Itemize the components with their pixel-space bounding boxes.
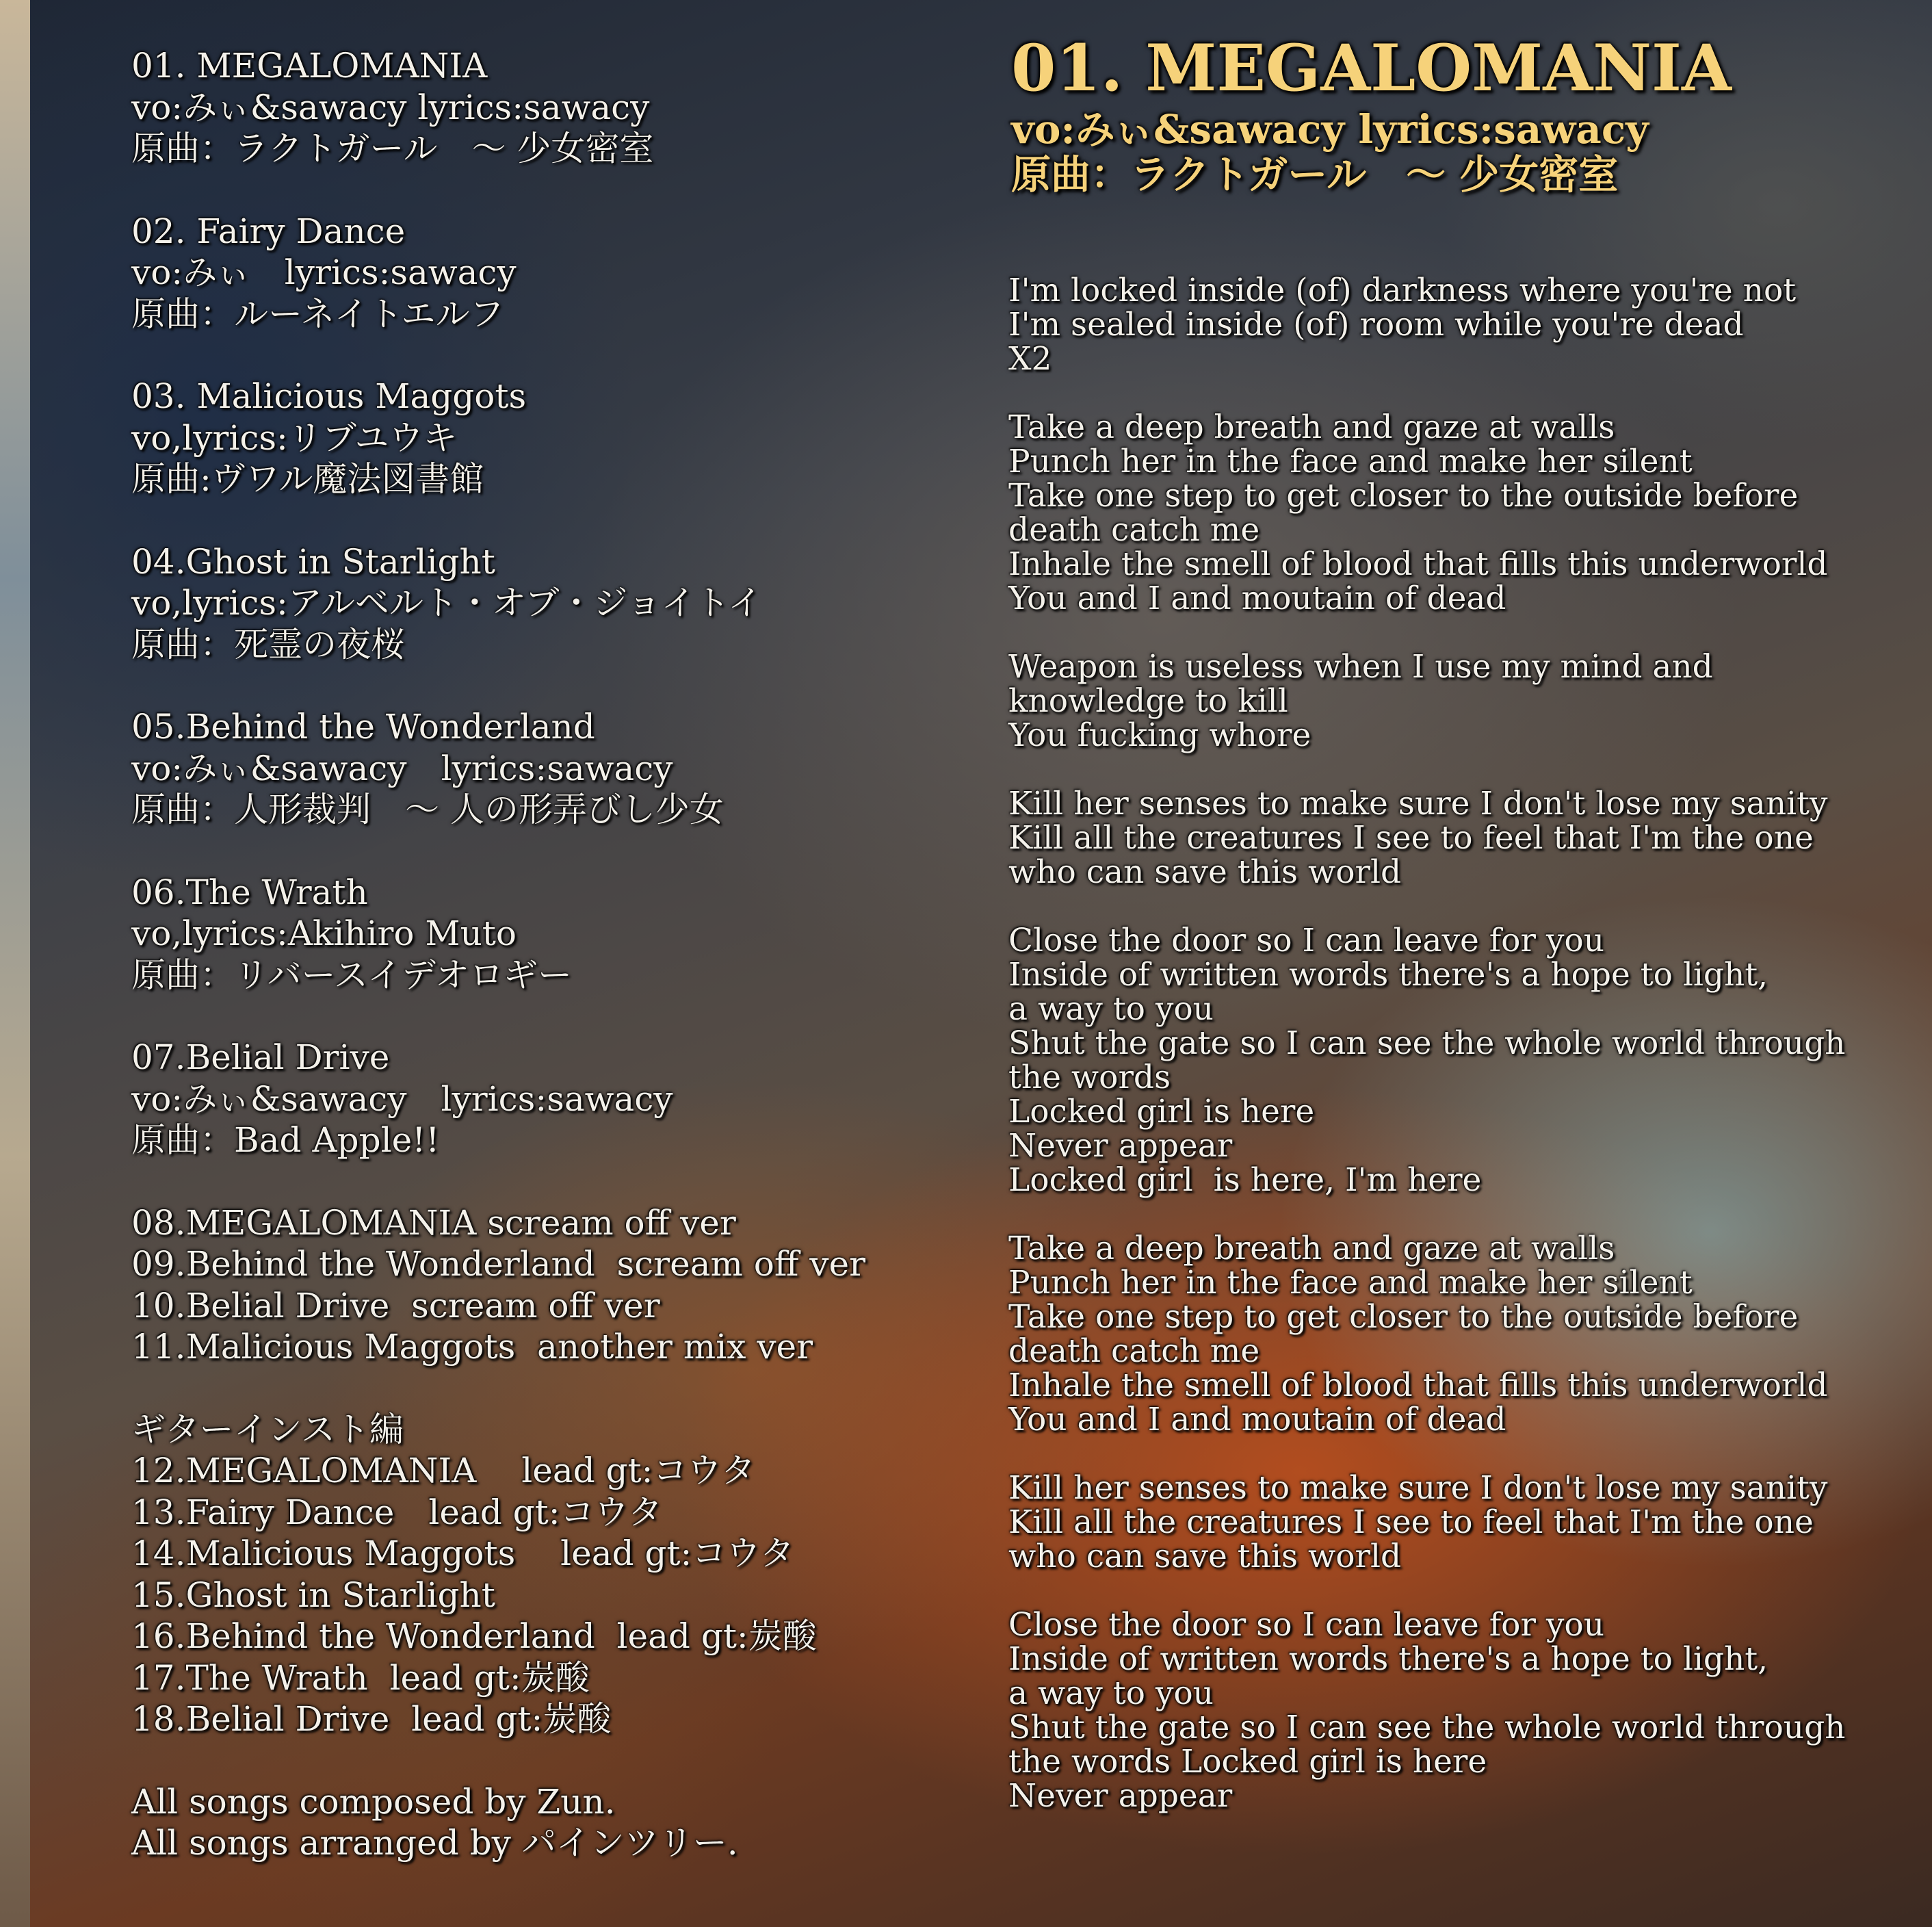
track-line: vo:みぃ lyrics:sawacy xyxy=(131,253,517,292)
track-line: 原曲：死霊の夜桜 xyxy=(131,624,405,664)
song-original: 原曲：ラクトガール ～ 少女密室 xyxy=(1011,151,1619,198)
track-line: vo:みぃ&sawacy lyrics:sawacy xyxy=(131,748,673,788)
track-line: 01. MEGALOMANIA xyxy=(131,46,488,86)
track-line: 09.Behind the Wonderland scream off ver xyxy=(131,1244,866,1284)
lyrics-header xyxy=(1011,30,1921,197)
track-line: All songs arranged by パインツリー. xyxy=(131,1823,738,1863)
track-line: 18.Belial Drive lead gt:炭酸 xyxy=(131,1699,612,1739)
lyrics-column xyxy=(1008,274,1918,1813)
lyric-line: Kill all the creatures I see to feel that I'm the one xyxy=(1008,819,1814,857)
track-line: 14.Malicious Maggots lead gt:コウタ xyxy=(131,1534,794,1573)
lyric-line: Close the door so I can leave for you xyxy=(1008,922,1604,959)
track-line: 04.Ghost in Starlight xyxy=(131,541,495,582)
track-line: 15.Ghost in Starlight xyxy=(131,1575,495,1615)
track-line: vo:みぃ&sawacy lyrics:sawacy xyxy=(131,87,650,127)
track-line: 08.MEGALOMANIA scream off ver xyxy=(131,1202,736,1243)
lyric-line: Take one step to get closer to the outside before xyxy=(1008,1298,1799,1336)
lyric-line: Inhale the smell of blood that fills this underworld xyxy=(1008,1367,1828,1404)
track-line: 16.Behind the Wonderland lead gt:炭酸 xyxy=(131,1616,817,1656)
lyric-line: Take a deep breath and gaze at walls xyxy=(1008,409,1615,446)
lyric-line: Kill all the creatures I see to feel that I'm the one xyxy=(1008,1503,1814,1541)
lyric-line: Weapon is useless when I use my mind and xyxy=(1008,648,1713,686)
block-gap xyxy=(131,665,973,706)
lyric-line: a way to you xyxy=(1008,1674,1214,1712)
lyric-line: Take one step to get closer to the outside before xyxy=(1008,477,1799,515)
lyric-line: You and I and moutain of dead xyxy=(1008,1401,1506,1438)
track-line: 10.Belial Drive scream off ver xyxy=(131,1285,660,1325)
track-line: 02. Fairy Dance xyxy=(131,211,406,251)
lyric-line: the words xyxy=(1008,1059,1171,1096)
lyric-line: Locked girl is here xyxy=(1008,1093,1315,1130)
lyric-line: I'm sealed inside (of) room while you're dead xyxy=(1008,306,1744,344)
lyric-line: Punch her in the face and make her silent xyxy=(1008,443,1693,480)
track-line: 原曲：ルーネイトエルフ xyxy=(131,294,504,334)
track-line: 13.Fairy Dance lead gt:コウタ xyxy=(131,1492,663,1532)
lyric-line: Close the door so I can leave for you xyxy=(1008,1606,1604,1644)
lyric-line: You and I and moutain of dead xyxy=(1008,580,1506,617)
lyric-line: Never appear xyxy=(1008,1777,1233,1815)
block-gap xyxy=(131,170,973,211)
lyric-line: knowledge to kill xyxy=(1008,682,1288,720)
track-line: 03. Malicious Maggots xyxy=(131,376,527,416)
lyric-line: Take a deep breath and gaze at walls xyxy=(1008,1230,1615,1267)
block-gap xyxy=(1008,376,1918,411)
lyric-line: Kill her senses to make sure I don't lose my sanity xyxy=(1008,785,1828,823)
block-gap xyxy=(1008,753,1918,787)
lyric-line: Inhale the smell of blood that fills this underworld xyxy=(1008,545,1828,583)
lyric-line: who can save this world xyxy=(1008,1538,1402,1575)
track-line: 06.The Wrath xyxy=(131,872,368,912)
block-gap xyxy=(1008,1574,1918,1608)
lyric-line: Punch her in the face and make her silent xyxy=(1008,1264,1693,1302)
track-line: 原曲:ヴワル魔法図書館 xyxy=(131,459,484,499)
lyric-line: Shut the gate so I can see the whole world through xyxy=(1008,1709,1846,1746)
lyric-line: Locked girl is here, I'm here xyxy=(1008,1161,1482,1199)
lyric-line: I'm locked inside (of) darkness where you're not xyxy=(1008,272,1797,309)
booklet-spine-edge xyxy=(0,0,30,1927)
track-line: 12.MEGALOMANIA lead gt:コウタ xyxy=(131,1451,755,1490)
block-gap xyxy=(1008,1437,1918,1471)
lyric-line: Never appear xyxy=(1008,1127,1233,1165)
block-gap xyxy=(131,335,973,376)
track-line: vo,lyrics:Akihiro Muto xyxy=(131,914,517,953)
track-line: 原曲：Bad Apple!! xyxy=(131,1120,440,1160)
track-line: 17.The Wrath lead gt:炭酸 xyxy=(131,1657,590,1698)
block-gap xyxy=(1008,1198,1918,1232)
lyric-line: Kill her senses to make sure I don't lose my sanity xyxy=(1008,1469,1828,1507)
block-gap xyxy=(131,1161,973,1202)
block-gap xyxy=(131,831,973,872)
block-gap xyxy=(1008,890,1918,924)
track-line: vo:みぃ&sawacy lyrics:sawacy xyxy=(131,1078,673,1119)
track-line: ギターインスト編 xyxy=(131,1409,404,1449)
song-title: 01. MEGALOMANIA xyxy=(1011,31,1732,106)
lyric-line: the words Locked girl is here xyxy=(1008,1743,1487,1781)
track-line: 原曲：ラクトガール ～ 少女密室 xyxy=(131,129,654,168)
lyric-line: death catch me xyxy=(1008,511,1260,549)
lyric-line: a way to you xyxy=(1008,990,1214,1028)
track-line: 原曲：リバースイデオロギー xyxy=(131,955,572,995)
track-line: 05.Behind the Wonderland xyxy=(131,707,595,747)
lyric-line: X2 xyxy=(1008,340,1052,378)
lyric-line: Inside of written words there's a hope to light, xyxy=(1008,1640,1768,1678)
song-credits: vo:みぃ&sawacy lyrics:sawacy xyxy=(1011,106,1649,153)
lyric-line: death catch me xyxy=(1008,1332,1260,1370)
lyric-line: You fucking whore xyxy=(1008,716,1311,754)
track-line: vo,lyrics:アルベルト・オブ・ジョイトイ xyxy=(131,583,762,623)
lyric-line: who can save this world xyxy=(1008,853,1402,891)
block-gap xyxy=(1008,616,1918,650)
lyric-line: Inside of written words there's a hope to light, xyxy=(1008,956,1768,994)
track-line: 原曲：人形裁判 ～ 人の形弄びし少女 xyxy=(131,790,724,829)
block-gap xyxy=(131,1368,973,1409)
track-line: vo,lyrics:リブユウキ xyxy=(131,417,458,458)
block-gap xyxy=(131,996,973,1037)
track-line: 07.Belial Drive xyxy=(131,1037,390,1077)
track-line: All songs composed by Zun. xyxy=(131,1781,616,1822)
block-gap xyxy=(131,500,973,541)
track-line: 11.Malicious Maggots another mix ver xyxy=(131,1327,813,1367)
lyric-line: Shut the gate so I can see the whole world through xyxy=(1008,1024,1846,1062)
tracklist-column xyxy=(131,45,973,1864)
block-gap xyxy=(131,1740,973,1781)
